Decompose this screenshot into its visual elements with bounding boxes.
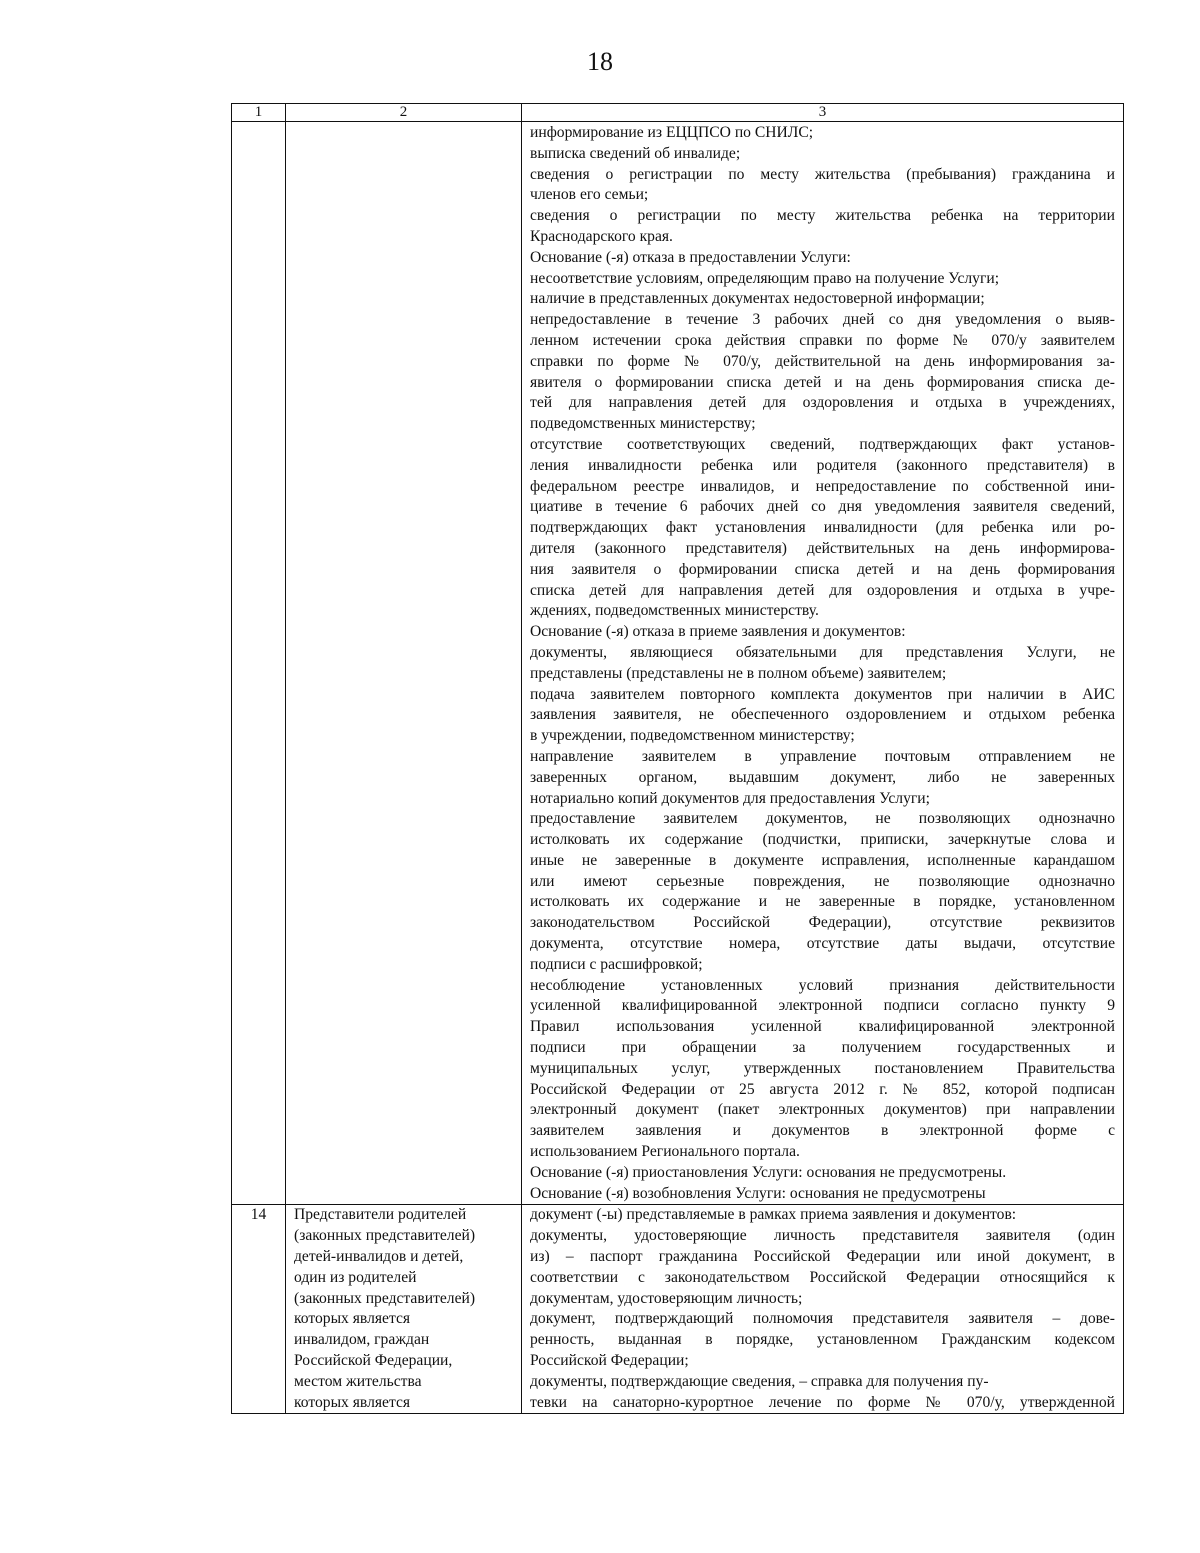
table-row [232, 122, 1124, 1205]
content-line: документы, подтверждающие сведения, – справка для получения пу- [530, 1372, 989, 1390]
content-line: заявителем заявления и документов в электронной форме с [530, 1122, 1115, 1140]
content-line: иные не заверенные в документе исправления, исполненные карандашом [530, 851, 1115, 869]
content-line: справки по форме № 070/у, действительной на день информирования за- [530, 352, 1115, 370]
table-row [232, 1205, 1124, 1414]
content-line: членов его семьи; [530, 186, 649, 204]
content-line: использованием Регионального портала. [530, 1143, 800, 1161]
content-line: электронный документ (пакет электронных документов) при направлении [530, 1101, 1115, 1119]
content-line: документы, удостоверяющие личность представителя заявителя (один [530, 1227, 1115, 1245]
content-line: заявления заявителя, не обеспеченного оздоровлением и отдыхом ребенка [530, 706, 1115, 724]
content-line: ленном истечении срока действия справки по форме № 070/у заявителем [530, 331, 1115, 349]
content-line: информирование из ЕЦЦПСО по СНИЛС; [530, 124, 814, 141]
recipient-line: которых является [294, 1393, 411, 1411]
header-col-3: 3 [522, 104, 1124, 122]
content-line: дителя (законного представителя) действительных на день информирова- [530, 539, 1115, 557]
content-line: соответствии с законодательством Российской Федерации относящийся к [530, 1268, 1115, 1286]
content-line: выписка сведений об инвалиде; [530, 144, 741, 162]
content-line: тей для направления детей для оздоровления и отдыха в учреждениях, [530, 394, 1115, 412]
content-line: непредоставление в течение 3 рабочих дней со дня уведомления о выяв- [530, 311, 1115, 329]
content-line: Краснодарского края. [530, 227, 673, 245]
content-line: законодательством Российской Федерации), отсутствие реквизитов [530, 914, 1115, 932]
header-col-2: 2 [286, 104, 522, 122]
recipient-line: один из родителей [294, 1268, 417, 1286]
content-line: подписи с расшифровкой; [530, 955, 703, 973]
content-line: нотариально копий документов для предоставления Услуги; [530, 789, 930, 807]
content-line: истолковать их содержание (подчистки, приписки, зачеркнутые слова и [530, 831, 1115, 849]
recipient-line: (законных представителей) [294, 1227, 476, 1245]
content-line: Основание (-я) приостановления Услуги: основания не предусмотрены. [530, 1163, 1007, 1181]
content-line: заверенных органом, выдавшим документ, либо не заверенных [530, 768, 1115, 786]
recipient-line: детей-инвалидов и детей, [294, 1248, 464, 1266]
content-line: ренность, выданная в порядке, установленном Гражданским кодексом [530, 1331, 1115, 1349]
content-line: Основание (-я) возобновления Услуги: основания не предусмотрены [530, 1184, 986, 1202]
content-line: списка детей для направления детей для оздоровления и отдыха в учре- [530, 581, 1115, 599]
content-cell [522, 1205, 1124, 1414]
content-line: подписи при обращении за получением государственных и [530, 1039, 1115, 1057]
recipient-cell [286, 122, 522, 1205]
content-line: несоблюдение установленных условий признания действительности [530, 976, 1115, 994]
content-line: документ, подтверждающий полномочия представителя заявителя – дове- [530, 1310, 1115, 1328]
content-line: в учреждении, подведомственном министерству; [530, 727, 855, 745]
recipient-cell [286, 1205, 522, 1414]
content-line: Основание (-я) отказа в приеме заявления и документов: [530, 623, 906, 641]
content-line: циативе в течение 6 рабочих дней со дня уведомления заявителя сведений, [530, 498, 1115, 516]
content-line: сведения о регистрации по месту жительства ребенка на территории [530, 207, 1115, 225]
recipient-line: местом жительства [294, 1372, 422, 1390]
content-line: документа, отсутствие номера, отсутствие даты выдачи, отсутствие [530, 935, 1115, 953]
content-line: ния заявителя о формировании списка детей и на день формирования [530, 560, 1115, 578]
recipient-line: инвалидом, граждан [294, 1331, 430, 1349]
content-line: наличие в представленных документах недостоверной информации; [530, 290, 985, 308]
content-line: представлены (представлены не в полном объеме) заявителем; [530, 664, 947, 682]
content-line: подача заявителем повторного комплекта документов при наличии в АИС [530, 685, 1115, 703]
table-header-row [232, 104, 1124, 122]
content-line: тевки на санаторно-курортное лечение по форме № 070/у, утвержденной [530, 1393, 1115, 1411]
content-line: федеральном реестре инвалидов, и непредоставление по собственной ини- [530, 477, 1115, 495]
content-line: или имеют серьезные повреждения, не позволяющие однозначно [530, 872, 1115, 890]
content-cell [522, 122, 1124, 1205]
content-line: истолковать их содержание и не заверенные в порядке, установленном [530, 893, 1115, 911]
content-line: документ (-ы) представляемые в рамках приема заявления и документов: [530, 1206, 1017, 1224]
row-number: 14 [250, 1206, 267, 1224]
page-number: 18 [587, 47, 613, 76]
content-line: Российской Федерации; [530, 1352, 689, 1370]
content-line: усиленной квалифицированной электронной подписи согласно пункту 9 [530, 997, 1115, 1015]
content-line: сведения о регистрации по месту жительства (пребывания) гражданина и [530, 165, 1115, 183]
content-line: Основание (-я) отказа в предоставлении Услуги: [530, 248, 851, 266]
document-table [231, 103, 1124, 1414]
content-line: явителя о формировании списка детей и на день формирования списка де- [530, 373, 1115, 391]
content-line: Правил использования усиленной квалифицированной электронной [530, 1018, 1115, 1036]
content-line: подтверждающих факт установления инвалидности (для ребенка или ро- [530, 519, 1115, 537]
content-line: ждениях, подведомственных министерству. [530, 602, 819, 620]
content-line: документам, удостоверяющим личность; [530, 1289, 803, 1307]
header-col-1: 1 [232, 104, 286, 122]
content-line: несоответствие условиям, определяющим право на получение Услуги; [530, 269, 1000, 287]
content-line: направление заявителем в управление почтовым отправлением не [530, 747, 1115, 765]
row-number-cell [232, 122, 286, 1205]
content-line: муниципальных услуг, утвержденных постановлением Правительства [530, 1059, 1115, 1077]
content-line: предоставление заявителем документов, не позволяющих однозначно [530, 810, 1115, 828]
row-number-cell [232, 1205, 286, 1414]
content-line: из) – паспорт гражданина Российской Федерации или иной документ, в [530, 1248, 1115, 1266]
content-line: подведомственных министерству; [530, 415, 756, 433]
recipient-line: Представители родителей [294, 1206, 467, 1224]
content-line: документы, являющиеся обязательными для представления Услуги, не [530, 643, 1115, 661]
recipient-line: которых является [294, 1310, 411, 1328]
content-line: отсутствие соответствующих сведений, подтверждающих факт установ- [530, 435, 1115, 453]
content-line: Российской Федерации от 25 августа 2012 г. № 852, которой подписан [530, 1080, 1115, 1098]
recipient-line: Российской Федерации, [294, 1352, 453, 1370]
content-line: ления инвалидности ребенка или родителя (законного представителя) в [530, 456, 1115, 474]
recipient-line: (законных представителей) [294, 1289, 476, 1307]
